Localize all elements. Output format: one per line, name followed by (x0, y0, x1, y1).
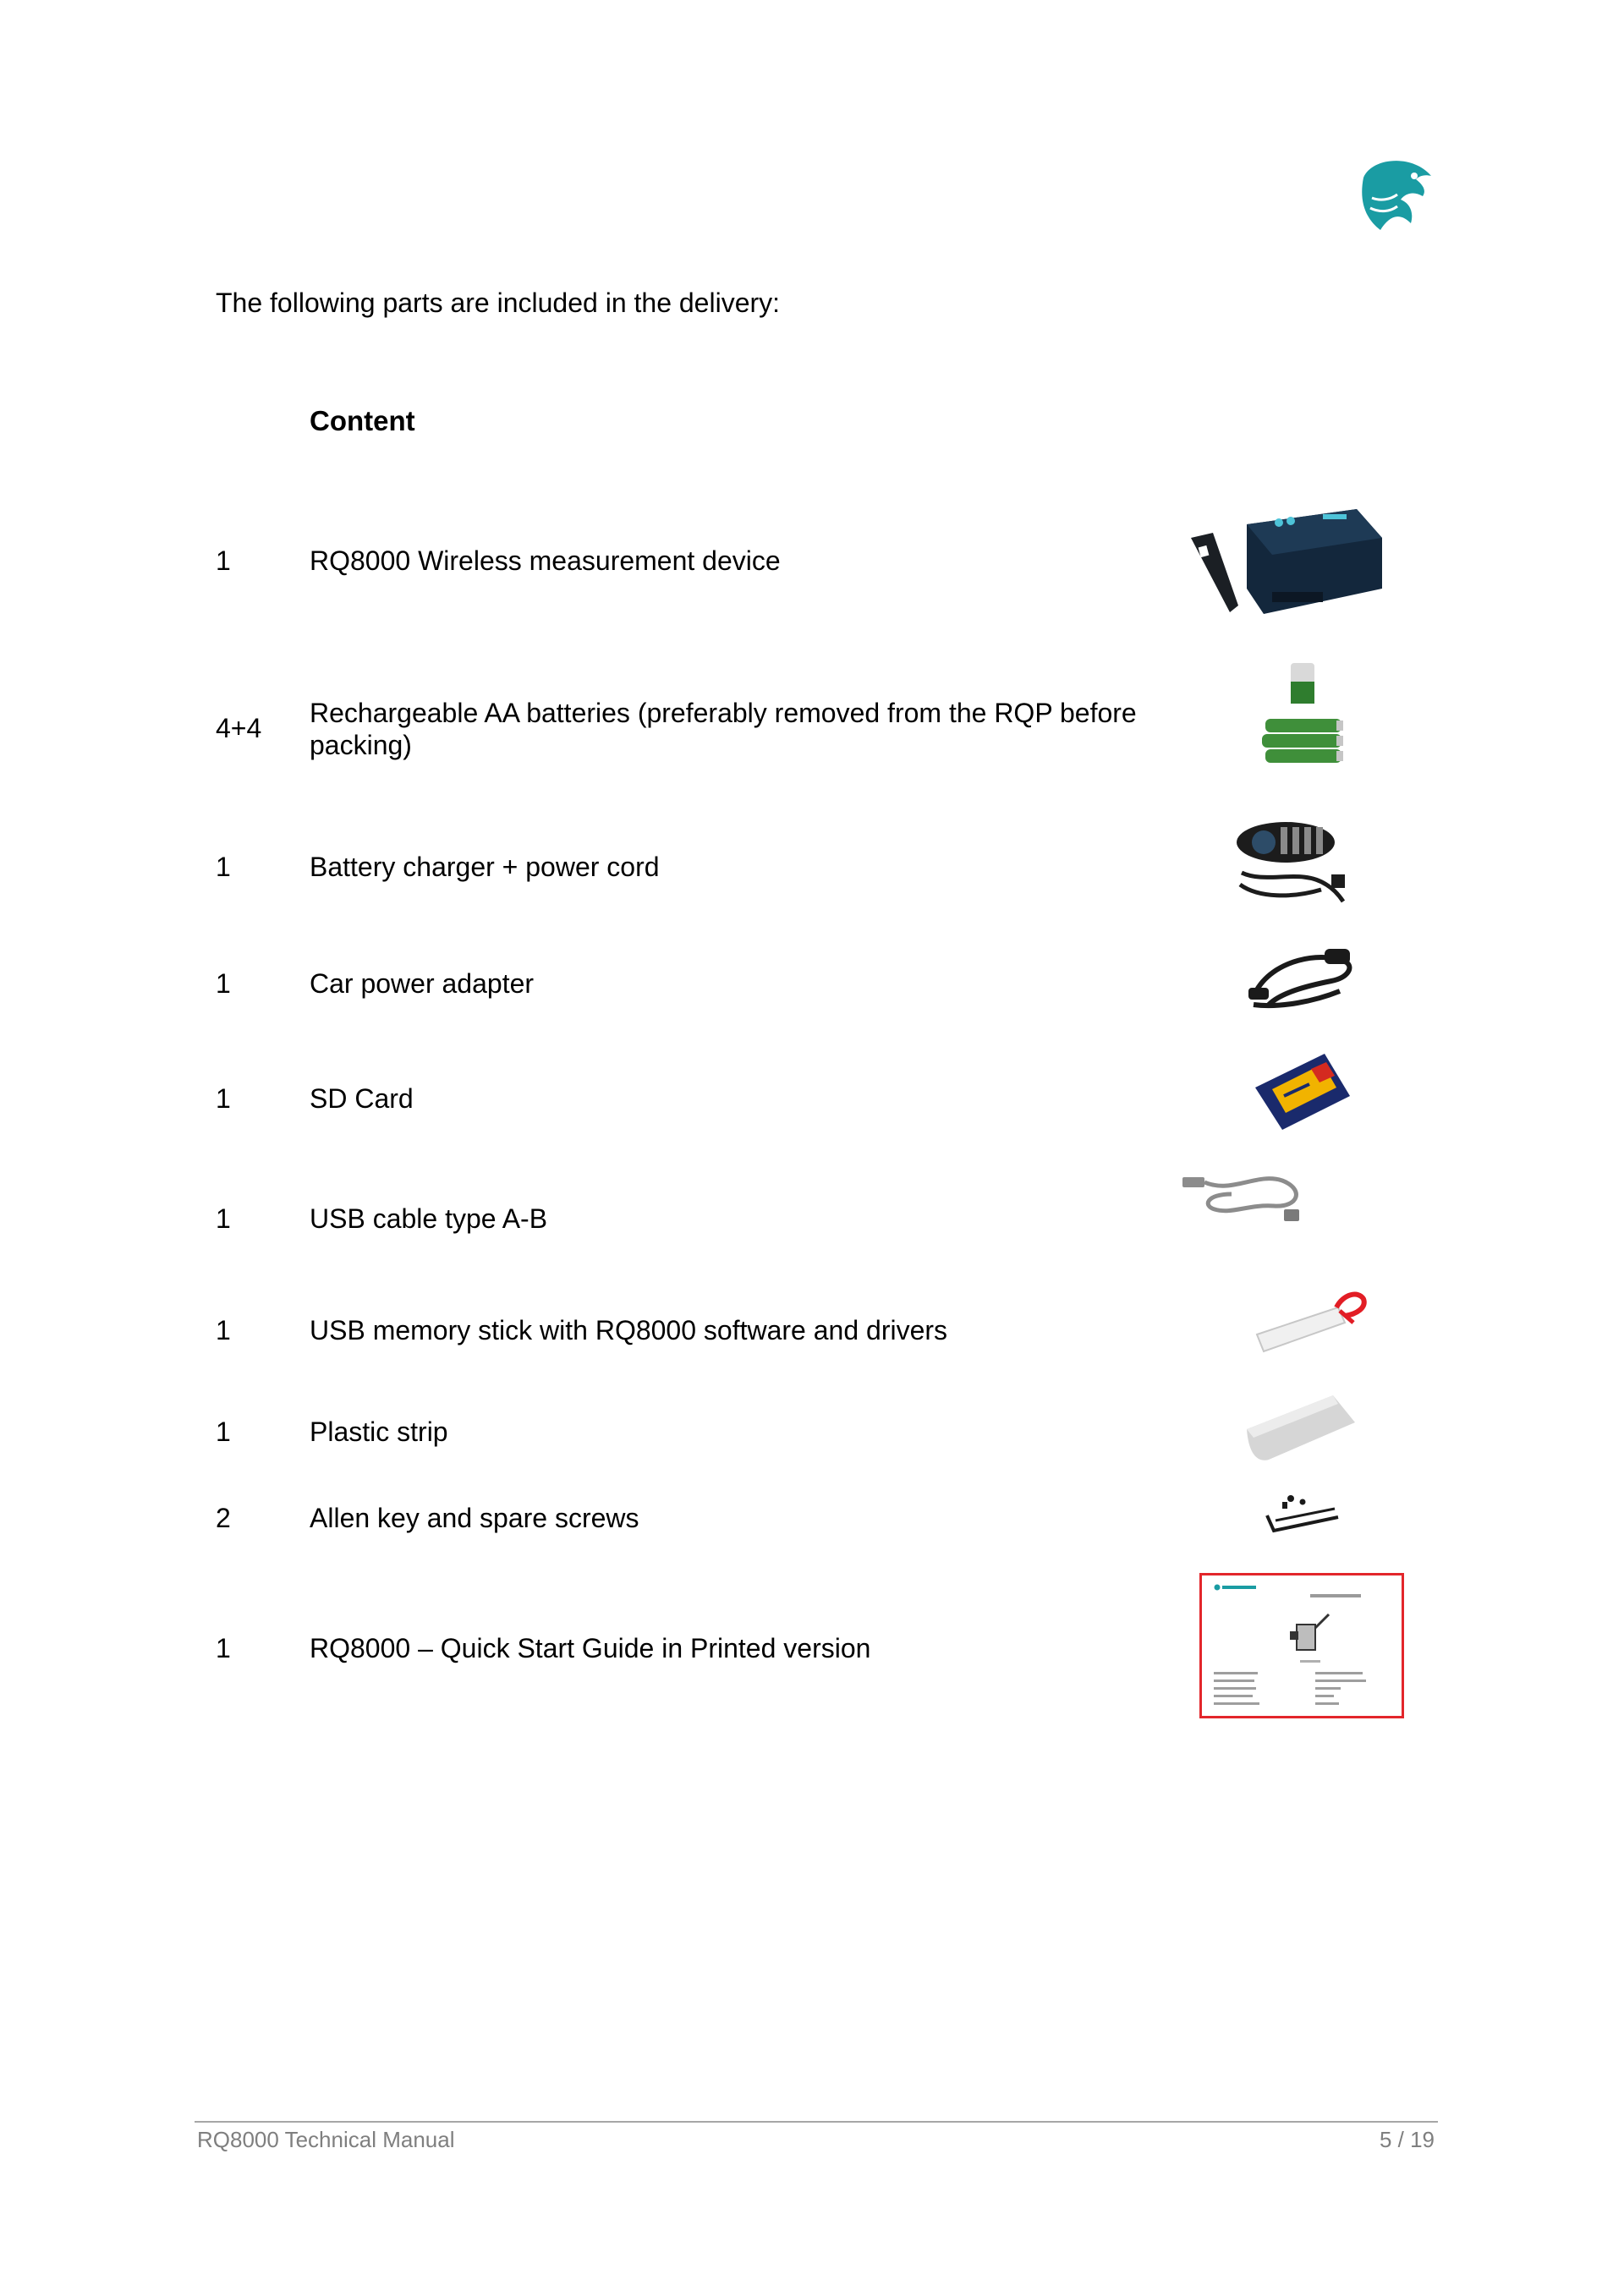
item-description: SD Card (310, 1083, 414, 1114)
allen-key-icon (1264, 1490, 1343, 1537)
car-power-adapter-icon (1247, 942, 1355, 1010)
item-description: Rechargeable AA batteries (preferably removed from the RQP before packing) (310, 698, 1137, 760)
quick-start-guide-thumbnail (1199, 1573, 1404, 1718)
footer-divider (195, 2121, 1438, 2123)
item-description: Plastic strip (310, 1417, 448, 1447)
item-qty: 1 (216, 852, 231, 882)
item-qty: 1 (216, 968, 231, 999)
item-qty: 1 (216, 1203, 231, 1234)
guide-code-mark (1300, 1660, 1320, 1663)
guide-logo-icon (1214, 1584, 1258, 1591)
content-heading: Content (310, 405, 415, 436)
guide-title-mark (1310, 1594, 1361, 1597)
battery-charger-icon (1233, 817, 1352, 908)
footer-page-number: 5 / 19 (1379, 2127, 1435, 2152)
item-qty: 1 (216, 1417, 231, 1447)
sd-card-icon (1250, 1049, 1353, 1132)
wireless-device-icon (1188, 504, 1385, 622)
usb-memory-stick-icon (1252, 1289, 1369, 1360)
item-qty: 1 (216, 1633, 231, 1663)
item-qty: 1 (216, 1083, 231, 1114)
item-qty: 1 (216, 1315, 231, 1345)
guide-text-lines (1214, 1670, 1391, 1709)
footer-document-title: RQ8000 Technical Manual (197, 2127, 455, 2152)
guide-device-icon (1287, 1609, 1332, 1655)
plastic-strip-icon (1243, 1392, 1358, 1466)
item-description: USB memory stick with RQ8000 software and drivers (310, 1315, 948, 1345)
item-description: RQ8000 – Quick Start Guide in Printed version (310, 1633, 871, 1663)
item-description: USB cable type A-B (310, 1203, 548, 1234)
item-description: Car power adapter (310, 968, 535, 999)
item-description: RQ8000 Wireless measurement device (310, 545, 781, 576)
item-qty: 1 (216, 545, 231, 576)
item-qty: 2 (216, 1503, 231, 1533)
aa-batteries-icon (1259, 660, 1348, 770)
item-description: Allen key and spare screws (310, 1503, 639, 1533)
company-logo-eagle-icon (1347, 152, 1438, 237)
item-description: Battery charger + power cord (310, 852, 660, 882)
intro-text: The following parts are included in the delivery: (216, 288, 781, 318)
item-qty: 4+4 (216, 713, 262, 743)
usb-cable-icon (1181, 1169, 1306, 1228)
